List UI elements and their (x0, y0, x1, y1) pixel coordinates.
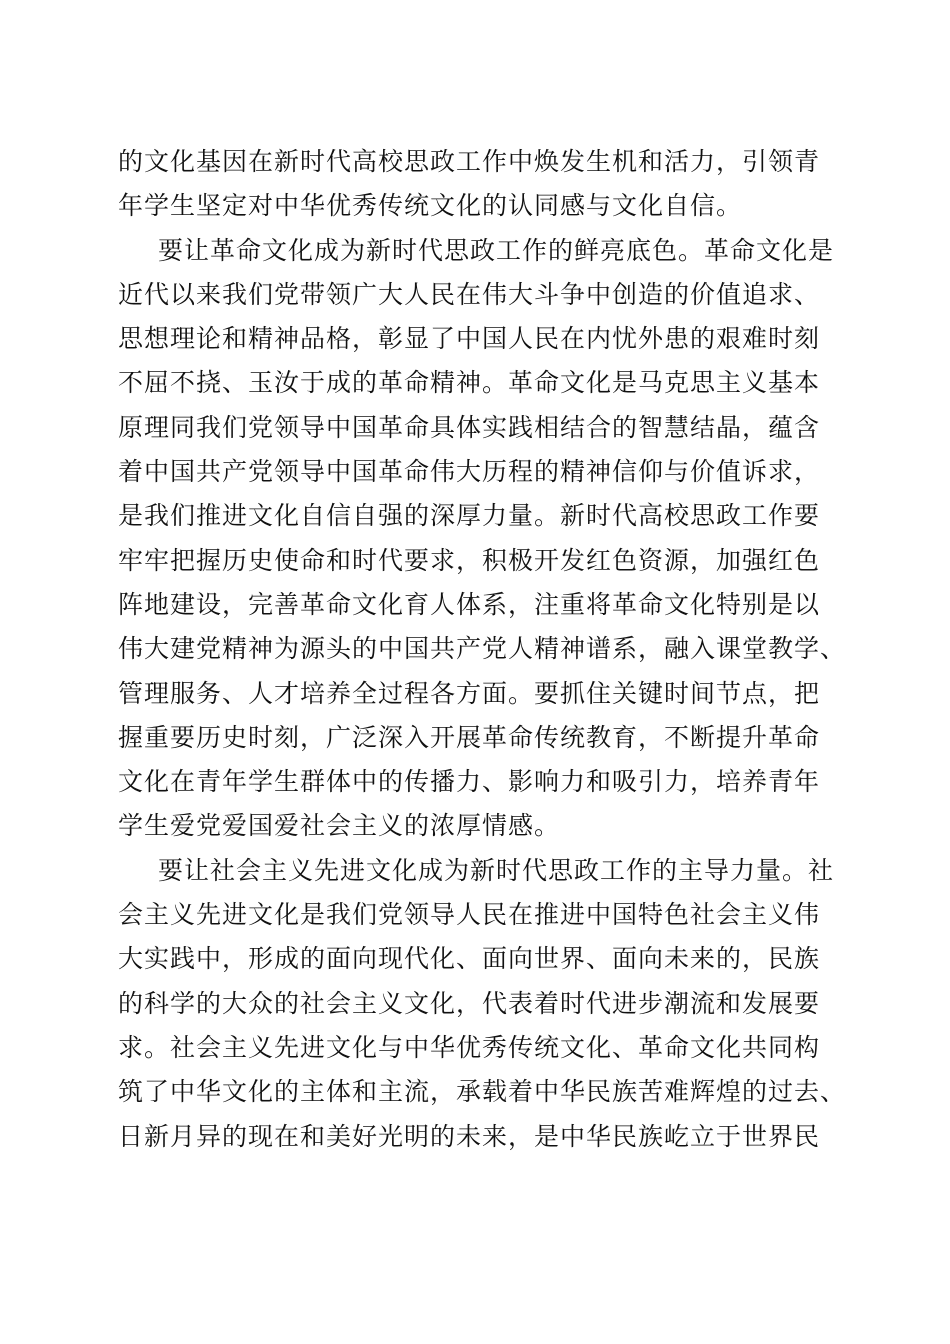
document-body (118, 140, 847, 1159)
text-line: 握重要历史时刻，广泛深入开展革命传统教育，不断提升革命 (118, 722, 821, 752)
paragraph-3 (118, 849, 847, 1159)
text-line: 管理服务、人才培养全过程各方面。要抓住关键时间节点，把 (118, 678, 821, 708)
text-line: 大实践中，形成的面向现代化、面向世界、面向未来的，民族 (118, 944, 821, 974)
text-line: 阵地建设，完善革命文化育人体系，注重将革命文化特别是以 (118, 589, 821, 619)
text-line: 日新月异的现在和美好光明的未来，是中华民族屹立于世界民 (118, 1121, 821, 1151)
text-line: 年学生坚定对中华优秀传统文化的认同感与文化自信。 (118, 191, 743, 221)
text-line: 伟大建党精神为源头的中国共产党人精神谱系，融入课堂教学、 (118, 634, 847, 664)
text-line: 牢牢把握历史使命和时代要求，积极开发红色资源，加强红色 (118, 545, 821, 575)
text-line: 思想理论和精神品格，彰显了中国人民在内忧外患的艰难时刻 (118, 324, 821, 354)
text-line: 原理同我们党领导中国革命具体实践相结合的智慧结晶，蕴含 (118, 412, 821, 442)
text-line: 着中国共产党领导中国革命伟大历程的精神信仰与价值诉求， (118, 457, 821, 487)
text-line: 要让社会主义先进文化成为新时代思政工作的主导力量。社 (158, 855, 835, 885)
text-line: 的科学的大众的社会主义文化，代表着时代进步潮流和发展要 (118, 988, 821, 1018)
text-line: 会主义先进文化是我们党领导人民在推进中国特色社会主义伟 (118, 900, 821, 930)
text-line: 筑了中华文化的主体和主流，承载着中华民族苦难辉煌的过去、 (118, 1077, 847, 1107)
text-line: 的文化基因在新时代高校思政工作中焕发生机和活力，引领青 (118, 147, 821, 176)
text-line: 文化在青年学生群体中的传播力、影响力和吸引力，培养青年 (118, 767, 821, 797)
text-line: 不屈不挠、玉汝于成的革命精神。革命文化是马克思主义基本 (118, 368, 821, 398)
text-line: 近代以来我们党带领广大人民在伟大斗争中创造的价值追求、 (118, 279, 821, 309)
text-line: 学生爱党爱国爱社会主义的浓厚情感。 (118, 811, 561, 841)
text-line: 求。社会主义先进文化与中华优秀传统文化、革命文化共同构 (118, 1032, 821, 1062)
text-line: 是我们推进文化自信自强的深厚力量。新时代高校思政工作要 (118, 501, 821, 531)
paragraph-2 (118, 229, 847, 849)
paragraph-1 (118, 140, 833, 229)
text-line: 要让革命文化成为新时代思政工作的鲜亮底色。革命文化是 (158, 235, 835, 265)
